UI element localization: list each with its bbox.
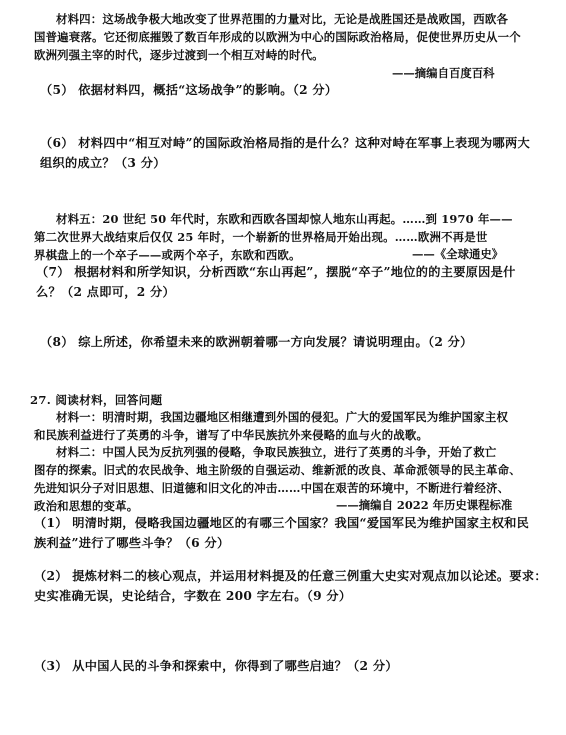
question-8 — [40, 332, 540, 352]
material-four-source: ——摘编自百度百科 — [392, 66, 495, 80]
q27-question-1 — [34, 513, 534, 553]
question-7-line: 么？（2 点即可，2 分） — [36, 285, 176, 299]
q27-material-two-line: 政治和思想的变革。 — [34, 499, 139, 513]
question-27-title-text: 27. 阅读材料，回答问题 — [30, 393, 163, 407]
material-five-source: ——《全球通史》 — [412, 247, 504, 261]
material-four — [34, 10, 534, 28]
question-7 — [36, 262, 536, 302]
q27-question-3-text: （3） 从中国人民的斗争和探索中，你得到了哪些启迪？（2 分） — [34, 659, 398, 673]
question-6-line: 组织的成立？（3 分） — [40, 156, 166, 170]
q27-material-two-line: 图存的探索。旧式的农民战争、地主阶级的自强运动、维新派的改良、革命派领导的民主革命、 — [34, 463, 521, 477]
question-8-text: （8） 综上所述，你希望未来的欧洲朝着哪一方向发展？请说明理由。（2 分） — [40, 335, 473, 349]
question-6 — [40, 133, 540, 173]
material-four-line: 国普遍衰落。它还彻底摧毁了数百年形成的以欧洲为中心的国际政治格局，促使世界历史从一个 — [34, 30, 521, 44]
question-27-title — [30, 390, 530, 410]
question-7-line: （7） 根据材料和所学知识，分析西欧“东山再起”，摆脱“卒子”地位的的主要原因是什 — [36, 265, 516, 279]
q27-question-1-line: 族利益”进行了哪些斗争？（6 分） — [34, 536, 230, 550]
q27-question-1-line: （1） 明清时期，侵略我国边疆地区的有哪三个国家？我国“爱国军民为维护国家主权和民 — [34, 516, 530, 530]
question-5 — [40, 80, 540, 100]
material-five-line: 第二次世界大战结束后仅仅 25 年时，一个崭新的世界格局开始出现。……欧洲不再是世 — [34, 230, 488, 244]
q27-material-one — [34, 408, 534, 426]
q27-question-2-line: 史实准确无误，史论结合，字数在 200 字左右。（9 分） — [34, 589, 352, 603]
material-four-line: 欧洲列强主宰的时代，逐步过渡到一个相互对峙的时代。 — [34, 48, 324, 62]
question-6-line: （6） 材料四中“相互对峙”的国际政治格局指的是什么？这种对峙在军事上表现为哪两大 — [40, 136, 530, 150]
q27-material-one-line: 和民族利益进行了英勇的斗争，谱写了中华民族抗外来侵略的血与火的战歌。 — [34, 428, 429, 442]
q27-question-2 — [34, 566, 547, 606]
question-5-text: （5） 依据材料四，概括“这场战争”的影响。（2 分） — [40, 83, 338, 97]
material-five — [34, 210, 534, 228]
material-four-cont — [34, 28, 534, 64]
q27-material-one-cont — [34, 426, 534, 444]
q27-material-two — [34, 443, 534, 461]
q27-material-one-line: 材料一：明清时期，我国边疆地区相继遭到外国的侵犯。广大的爱国军民为维护国家主权 — [56, 410, 509, 424]
material-five-line: 界棋盘上的一个卒子——或两个卒子，东欧和西欧。 — [34, 248, 301, 262]
q27-question-3 — [34, 656, 534, 676]
q27-question-2-line: （2） 提炼材料二的核心观点，并运用材料提及的任意三例重大史实对观点加以论述。要求： — [34, 569, 547, 583]
q27-material-two-source: ——摘编自 2022 年历史课程标准 — [336, 498, 513, 512]
q27-material-two-line: 先进知识分子对旧思想、旧道德和旧文化的冲击……中国在艰苦的环境中，不断进行着经济、 — [34, 481, 510, 495]
q27-material-two-line: 材料二：中国人民为反抗列强的侵略，争取民族独立，进行了英勇的斗争，开始了救亡 — [56, 445, 497, 459]
material-four-line: 材料四：这场战争极大地改变了世界范围的力量对比，无论是战胜国还是战败国，西欧各 — [56, 12, 509, 26]
material-five-line: 材料五：20 世纪 50 年代时，东欧和西欧各国却惊人地东山再起。……到 1970 年—— — [56, 212, 513, 226]
